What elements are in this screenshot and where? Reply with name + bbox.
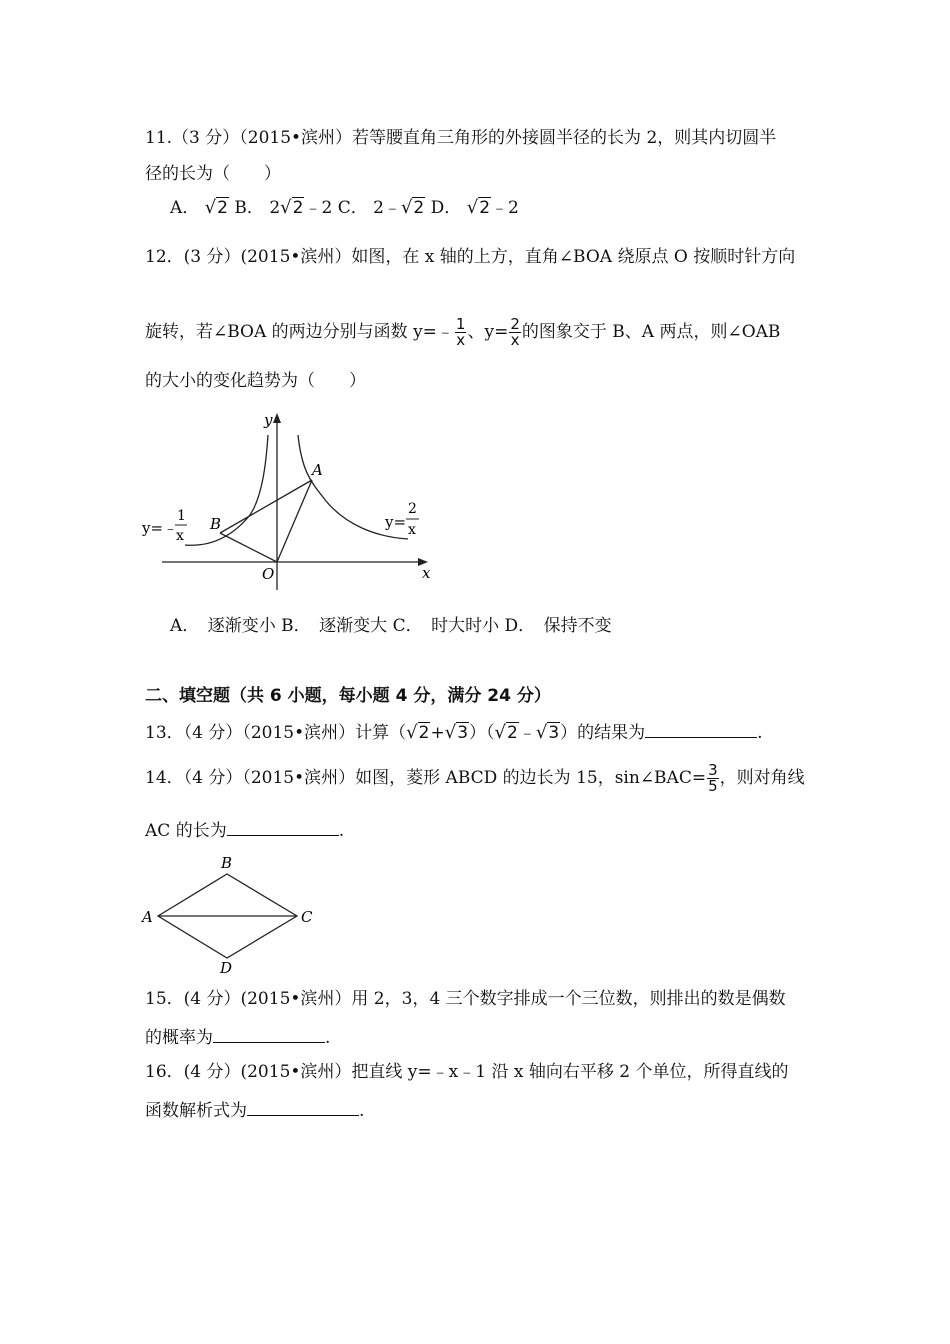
q12-text-b: 、y= — [467, 322, 509, 342]
q11-stem-line2: 径的长为（ ） — [145, 164, 281, 184]
q14-text-b: ，则对角线 — [719, 768, 805, 788]
q12-text-a: 旋转，若∠BOA 的两边分别与函数 y=﹣ — [145, 322, 454, 342]
section-2-heading: 二、填空题（共 6 小题，每小题 4 分，满分 24 分） — [145, 686, 551, 706]
q16-stem-line2 — [145, 1097, 364, 1123]
q13-minus: ﹣ — [518, 723, 536, 743]
q11-options — [170, 196, 519, 220]
q14-answer-blank[interactable] — [227, 817, 339, 836]
q16-text-line2: 函数解析式为 — [145, 1101, 247, 1121]
q16-end: . — [359, 1101, 365, 1121]
q14-fraction: $\frac{3}{5}$ — [708, 761, 718, 795]
left-equation-numerator: 1 — [177, 508, 186, 524]
q12-stem-line1: 12．(3 分）(2015•滨州）如图，在 x 轴的上方，直角∠BOA 绕原点 O 按顺时针方向 — [145, 247, 796, 267]
q11-stem-line1: 11.（3 分）（2015•滨州）若等腰直角三角形的外接圆半径的长为 2，则其内切圆半 — [145, 128, 777, 148]
label-A: A — [142, 908, 153, 926]
q11-option-b-label: B． — [234, 198, 264, 218]
q15-stem-line1: 15．(4 分）(2015•滨州）用 2，3，4 三个数字排成一个三位数，则排出的数是偶数 — [145, 989, 786, 1009]
label-D: D — [220, 959, 233, 977]
q11-option-d-label: D． — [430, 198, 462, 218]
q11-option-d-radical: √2 — [466, 197, 491, 218]
label-x: x — [422, 564, 431, 582]
q13-radical-3: √2 — [494, 722, 518, 743]
q11-option-b-tail: ﹣2 — [304, 198, 333, 218]
q13-radical-2: √3 — [444, 722, 469, 743]
q14-text-a: 14．（4 分）（2015•滨州）如图，菱形 ABCD 的边长为 15，sin∠BAC= — [145, 768, 707, 788]
q15-text-line2: 的概率为 — [145, 1028, 213, 1048]
q15-stem-line2 — [145, 1024, 330, 1050]
y-axis-arrow — [273, 413, 281, 423]
right-equation-denominator: x — [408, 522, 416, 538]
label-O: O — [262, 565, 275, 583]
q15-end: . — [325, 1028, 331, 1048]
q12-graph-figure — [140, 405, 440, 595]
q14-stem-line1 — [145, 758, 805, 798]
q14-rhombus-figure — [138, 852, 323, 977]
q11-option-c-head: 2﹣ — [373, 198, 401, 218]
right-equation-prefix: y= — [385, 513, 407, 531]
q13-text-a: 13．（4 分）（2015•滨州）计算（ — [145, 723, 407, 743]
q13-end: . — [757, 723, 763, 743]
q11-option-c-label: C． — [337, 198, 368, 218]
q11-option-d-tail: ﹣2 — [491, 198, 519, 218]
q14-text-line2: AC 的长为 — [145, 821, 227, 841]
q11-option-b-coef: 2 — [269, 198, 281, 218]
q11-option-a-label: A． — [170, 198, 200, 218]
segment-AB — [220, 480, 312, 533]
q14-end: . — [338, 821, 345, 841]
q13-text-c: ）的结果为 — [560, 723, 646, 743]
left-equation-prefix: y=﹣ — [142, 519, 179, 537]
label-B: B — [210, 515, 222, 533]
segment-OA — [277, 480, 312, 562]
label-B: B — [221, 854, 233, 872]
segment-OB — [220, 533, 277, 562]
q12-fraction-2: $\frac{2}{x}$ — [510, 315, 520, 349]
q15-answer-blank[interactable] — [213, 1024, 325, 1043]
q14-stem-line2 — [145, 817, 344, 843]
q13-radical-4: √3 — [535, 722, 560, 743]
q16-answer-blank[interactable] — [247, 1097, 359, 1116]
right-equation-numerator: 2 — [408, 501, 417, 517]
q11-option-b-radical: √2 — [280, 197, 304, 218]
q12-stem-line2 — [145, 312, 780, 352]
q13-radical-1: √2 — [406, 722, 430, 743]
label-C: C — [301, 908, 313, 926]
q13-answer-blank[interactable] — [645, 719, 757, 738]
left-equation-denominator: x — [176, 528, 184, 544]
q16-stem-line1: 16．(4 分）(2015•滨州）把直线 y=﹣x﹣1 沿 x 轴向右平移 2 个单位，所得直线的 — [145, 1062, 789, 1082]
label-A: A — [312, 461, 323, 479]
q11-option-c-radical: √2 — [400, 197, 425, 218]
q12-text-c: 的图象交于 B、A 两点，则∠OAB — [521, 322, 781, 342]
q11-option-a-radical: √2 — [204, 197, 228, 218]
q12-fraction-1: $\frac{1}{x}$ — [455, 315, 466, 349]
q12-stem-line3: 的大小的变化趋势为（ ） — [145, 371, 366, 391]
q13-plus: + — [430, 723, 445, 743]
q12-options: A． 逐渐变小 B． 逐渐变大 C． 时大时小 D． 保持不变 — [170, 616, 612, 636]
label-y: y — [264, 411, 273, 429]
q13-text-b: ）（ — [469, 723, 495, 743]
q13-stem — [145, 719, 763, 745]
